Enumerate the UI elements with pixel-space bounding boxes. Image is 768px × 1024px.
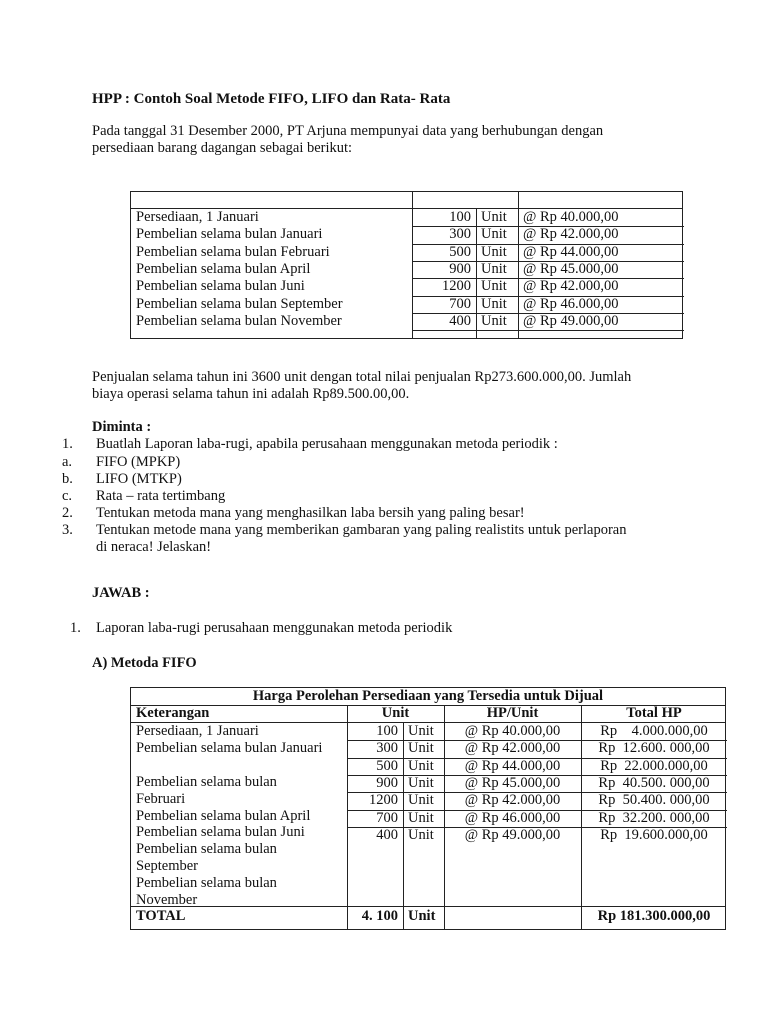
- intro-line: persediaan barang dagangan sebagai berikut:: [92, 140, 353, 156]
- question-text: FIFO (MPKP): [96, 454, 181, 470]
- row-desc: Pembelian selama bulan September: [136, 295, 343, 312]
- sales-line: Penjualan selama tahun ini 3600 unit dengan total nilai penjualan Rp273.600.000,00. Jumlah: [92, 369, 632, 385]
- desc-line: Pembelian selama bulan: [136, 875, 277, 892]
- desc-line: Pembelian selama bulan Januari: [136, 739, 323, 756]
- row-price: @ Rp 49.000,00: [523, 312, 619, 329]
- question-number: 2.: [62, 505, 73, 521]
- row-price: @ Rp 45.000,00: [523, 260, 619, 277]
- row-unit: Unit: [408, 723, 434, 739]
- question-number: 3.: [62, 522, 73, 538]
- row-unit: Unit: [408, 774, 434, 791]
- row-qty: 500: [376, 757, 398, 774]
- total-value: Rp 181.300.000,00: [597, 908, 711, 924]
- row-qty: 100: [376, 723, 398, 739]
- row-qty: 300: [376, 740, 398, 757]
- question-number: c.: [62, 488, 73, 504]
- row-price: @ Rp 45.000,00: [464, 774, 561, 791]
- row-desc: Pembelian selama bulan April: [136, 260, 311, 277]
- row-desc: Pembelian selama bulan Februari: [136, 243, 330, 260]
- row-qty: 500: [449, 243, 471, 260]
- question-text: Tentukan metode mana yang memberikan gambaran yang paling realistits untuk perlaporan: [96, 522, 627, 538]
- row-unit: Unit: [481, 209, 507, 225]
- question-number: 1.: [62, 436, 73, 452]
- answer-number: 1.: [70, 620, 81, 636]
- section-heading: A) Metoda FIFO: [92, 655, 197, 671]
- row-desc: Pembelian selama bulan Januari: [136, 226, 323, 243]
- row-qty: 1200: [442, 278, 471, 295]
- row-total: Rp 50.400. 000,00: [598, 792, 710, 809]
- document-title: HPP : Contoh Soal Metode FIFO, LIFO dan Rata- Rata: [92, 91, 451, 107]
- diminta-heading: Diminta :: [92, 419, 152, 435]
- row-price: @ Rp 40.000,00: [464, 723, 561, 739]
- row-unit: Unit: [481, 312, 507, 329]
- row-price: @ Rp 42.000,00: [464, 740, 561, 757]
- question-number: b.: [62, 471, 73, 487]
- row-unit: Unit: [408, 792, 434, 809]
- question-text: Buatlah Laporan laba-rugi, apabila perusahaan menggunakan metoda periodik :: [96, 436, 558, 452]
- row-total: Rp 12.600. 000,00: [598, 740, 710, 757]
- answer-text: Laporan laba-rugi perusahaan menggunakan metoda periodik: [96, 620, 453, 636]
- header-total: Total HP: [626, 705, 682, 721]
- table-title: Harga Perolehan Persediaan yang Tersedia untuk Dijual: [252, 688, 604, 704]
- inventory-table: [130, 191, 683, 339]
- row-total: Rp 22.000.000,00: [600, 757, 708, 774]
- row-qty: 300: [449, 226, 471, 243]
- row-total: Rp 32.200. 000,00: [598, 809, 710, 826]
- row-total: Rp 4.000.000,00: [600, 723, 708, 739]
- row-unit: Unit: [481, 243, 507, 260]
- fifo-table: [130, 687, 726, 930]
- sales-line: biaya operasi selama tahun ini adalah Rp89.500.00,00.: [92, 386, 410, 402]
- row-unit: Unit: [408, 740, 434, 757]
- desc-line: Persediaan, 1 Januari: [136, 723, 259, 739]
- row-qty: 700: [449, 295, 471, 312]
- row-price: @ Rp 42.000,00: [523, 226, 619, 243]
- row-desc: Pembelian selama bulan Juni: [136, 278, 305, 295]
- row-unit: Unit: [408, 809, 434, 826]
- question-text: Tentukan metoda mana yang menghasilkan laba bersih yang paling besar!: [96, 505, 525, 521]
- row-qty: 900: [376, 774, 398, 791]
- row-unit: Unit: [481, 260, 507, 277]
- header-desc: Keterangan: [136, 705, 210, 721]
- row-unit: Unit: [408, 757, 434, 774]
- row-qty: 400: [449, 312, 471, 329]
- header-unit: Unit: [381, 705, 410, 721]
- row-price: @ Rp 46.000,00: [523, 295, 619, 312]
- row-qty: 100: [449, 209, 471, 225]
- row-desc: Persediaan, 1 Januari: [136, 209, 259, 225]
- desc-line: Pembelian selama bulan: [136, 841, 277, 858]
- row-price: @ Rp 46.000,00: [464, 809, 561, 826]
- desc-line: Pembelian selama bulan Juni: [136, 824, 305, 841]
- desc-line: Februari: [136, 790, 186, 807]
- desc-line: Pembelian selama bulan: [136, 773, 277, 790]
- total-qty: 4. 100: [361, 908, 398, 924]
- divider: [412, 330, 684, 331]
- row-price: @ Rp 42.000,00: [523, 278, 619, 295]
- row-price: @ Rp 42.000,00: [464, 792, 561, 809]
- row-unit: Unit: [481, 226, 507, 243]
- desc-line: November: [136, 892, 198, 908]
- question-number: a.: [62, 454, 73, 470]
- row-price: @ Rp 44.000,00: [464, 757, 561, 774]
- question-text: LIFO (MTKP): [96, 471, 182, 487]
- row-qty: 700: [376, 809, 398, 826]
- desc-line: Pembelian selama bulan April: [136, 807, 311, 824]
- question-text: di neraca! Jelaskan!: [96, 539, 212, 555]
- question-text: Rata – rata tertimbang: [96, 488, 226, 504]
- row-qty: 1200: [369, 792, 398, 809]
- row-desc: Pembelian selama bulan November: [136, 312, 342, 329]
- row-total: Rp 40.500. 000,00: [598, 774, 710, 791]
- row-unit: Unit: [481, 278, 507, 295]
- row-price: @ Rp 49.000,00: [464, 826, 561, 843]
- jawab-heading: JAWAB :: [92, 585, 150, 601]
- row-unit: Unit: [481, 295, 507, 312]
- row-unit: Unit: [408, 826, 434, 843]
- row-price: @ Rp 40.000,00: [523, 209, 619, 225]
- row-qty: 400: [376, 826, 398, 843]
- total-unit: Unit: [408, 908, 436, 924]
- row-qty: 900: [449, 260, 471, 277]
- row-total: Rp 19.600.000,00: [600, 826, 708, 843]
- total-label: TOTAL: [136, 908, 186, 924]
- desc-line: September: [136, 858, 199, 875]
- row-price: @ Rp 44.000,00: [523, 243, 619, 260]
- header-price: HP/Unit: [486, 705, 539, 721]
- intro-line: Pada tanggal 31 Desember 2000, PT Arjuna mempunyai data yang berhubungan dengan: [92, 123, 604, 139]
